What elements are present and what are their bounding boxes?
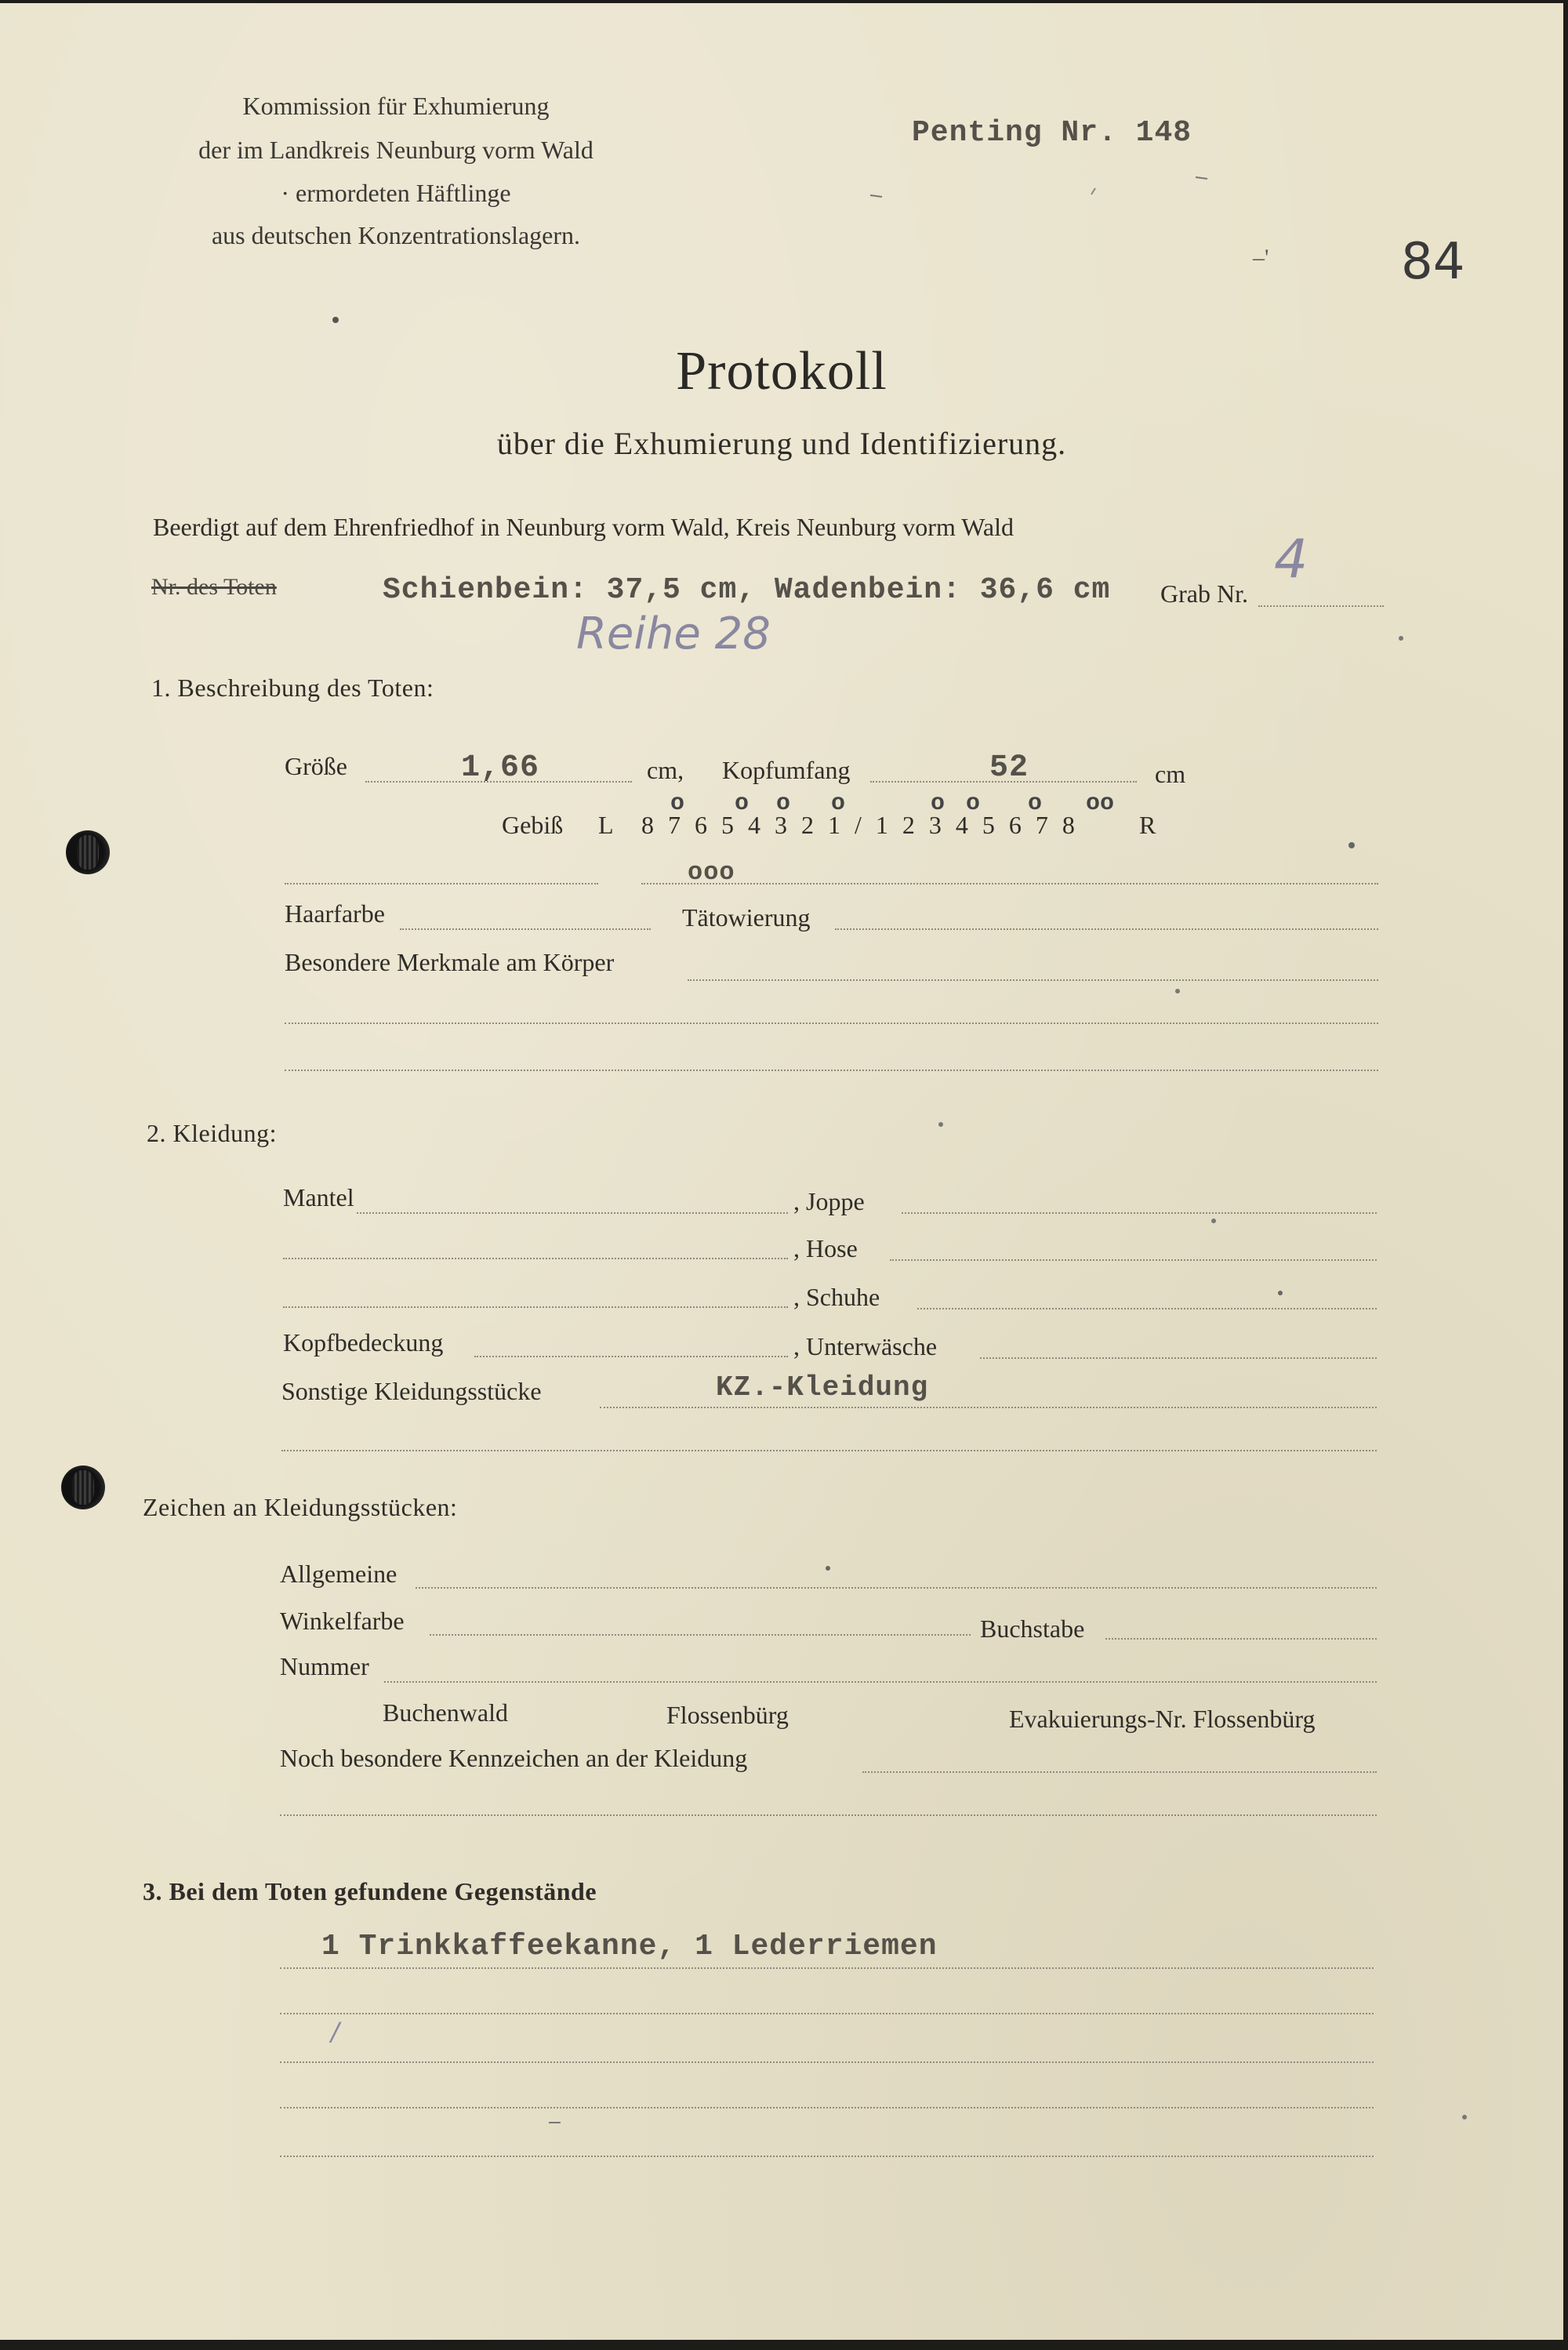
gebiss-marks-below: ooo xyxy=(688,858,735,887)
tooth-mark: o xyxy=(776,790,791,817)
taetowierung-label: Tätowierung xyxy=(682,903,811,932)
unterwaesche-label: , Unterwäsche xyxy=(793,1332,938,1360)
allgemeine-label: Allgemeine xyxy=(280,1560,397,1588)
punch-hole-upper xyxy=(66,830,110,874)
items-dotted-line-4 xyxy=(280,2107,1374,2108)
kennzeichen-dotted-line-2 xyxy=(280,1814,1377,1816)
grab-nr-dotted-line xyxy=(1258,605,1384,607)
struck-label-nr-des-toten: Nr. des Toten xyxy=(151,574,277,600)
document-subtitle: über die Exhumierung und Identifizierung. xyxy=(496,426,1067,461)
kennzeichen-dotted-line xyxy=(862,1771,1377,1773)
gebiss-left-marker: L xyxy=(598,811,614,839)
evakuierung-label: Evakuierungs-Nr. Flossenbürg xyxy=(1009,1705,1316,1733)
merkmale-label: Besondere Merkmale am Körper xyxy=(285,948,615,976)
taetowierung-dotted-line xyxy=(835,928,1378,930)
row-dotted-line xyxy=(641,883,1378,884)
groesse-label: Größe xyxy=(285,752,347,780)
kopfumfang-label: Kopfumfang xyxy=(722,756,851,784)
grab-nr-label: Grab Nr. xyxy=(1160,579,1248,608)
page-number: 84 xyxy=(1401,233,1465,291)
gebiss-right-marker: R xyxy=(1139,811,1156,839)
tooth-mark: o xyxy=(931,790,946,817)
mantel-dotted-line xyxy=(357,1212,788,1214)
items-dotted-line-2 xyxy=(280,2013,1374,2014)
tooth-mark: oo xyxy=(1086,790,1115,817)
merkmale-dotted-line-2 xyxy=(285,1022,1378,1024)
tooth-mark: o xyxy=(1028,790,1043,817)
section2-heading: 2. Kleidung: xyxy=(147,1119,277,1147)
section3-heading: 3. Bei dem Toten gefundene Gegenstände xyxy=(143,1877,597,1905)
kopfumfang-unit: cm xyxy=(1155,760,1186,788)
winkelfarbe-dotted-line xyxy=(430,1634,971,1636)
merkmale-dotted-line xyxy=(688,979,1378,981)
commission-line-3: · ermordeten Häftlinge xyxy=(281,179,511,207)
groesse-unit: cm, xyxy=(647,756,684,784)
joppe-dotted-line xyxy=(902,1212,1377,1214)
hose-label: , Hose xyxy=(793,1234,858,1262)
gebiss-label: Gebiß xyxy=(502,811,564,839)
sonstige-dotted-line-2 xyxy=(281,1450,1377,1451)
buchstabe-dotted-line xyxy=(1105,1638,1377,1640)
zeichen-heading: Zeichen an Kleidungsstücken: xyxy=(143,1493,458,1521)
buchstabe-label: Buchstabe xyxy=(980,1614,1085,1643)
reihe-handwritten: Reihe 28 xyxy=(576,608,771,659)
blank-dotted-line xyxy=(283,1258,788,1259)
tooth-mark: o xyxy=(735,790,750,817)
merkmale-dotted-line-3 xyxy=(285,1070,1378,1071)
sonstige-value: KZ.-Kleidung xyxy=(716,1371,929,1404)
gebiss-teeth-chart: 8 7 6 5 4 3 2 1 / 1 2 3 4 5 6 7 8 xyxy=(641,811,1079,839)
dash-mark: –' xyxy=(1253,245,1269,271)
section1-heading: 1. Beschreibung des Toten: xyxy=(151,674,434,702)
penting-stamp: Penting Nr. 148 xyxy=(912,116,1192,150)
commission-line-1: Kommission für Exhumierung xyxy=(242,92,550,120)
commission-line-4: aus deutschen Konzentrationslagern. xyxy=(211,221,581,249)
schuhe-dotted-line xyxy=(917,1308,1377,1309)
found-items: 1 Trinkkaffeekanne, 1 Lederriemen xyxy=(321,1930,938,1963)
buchenwald-label: Buchenwald xyxy=(383,1698,508,1727)
nummer-dotted-line xyxy=(384,1681,1377,1683)
tooth-mark: o xyxy=(670,790,685,817)
flossenbuerg-label: Flossenbürg xyxy=(666,1701,789,1729)
punch-hole-lower xyxy=(61,1466,105,1509)
grab-nr-handwritten: 4 xyxy=(1274,528,1308,590)
kennzeichen-label: Noch besondere Kennzeichen an der Kleidung xyxy=(280,1744,748,1772)
nummer-label: Nummer xyxy=(280,1652,369,1680)
kopfbedeckung-dotted-line xyxy=(474,1356,788,1357)
groesse-value: 1,66 xyxy=(461,750,540,786)
mantel-label: Mantel xyxy=(283,1183,354,1211)
bone-measurements: Schienbein: 37,5 cm, Wadenbein: 36,6 cm xyxy=(383,573,1111,607)
unterwaesche-dotted-line xyxy=(980,1357,1377,1359)
tooth-mark: o xyxy=(831,790,846,817)
burial-line: Beerdigt auf dem Ehrenfriedhof in Neunburg vorm Wald, Kreis Neunburg vorm Wald xyxy=(153,513,1014,541)
tooth-mark: o xyxy=(966,790,981,817)
hose-dotted-line xyxy=(890,1259,1377,1261)
document-title: Protokoll xyxy=(676,341,887,401)
document-page xyxy=(0,3,1563,2340)
sonstige-dotted-line xyxy=(600,1407,1377,1408)
commission-line-2: der im Landkreis Neunburg vorm Wald xyxy=(198,136,593,164)
schuhe-label: , Schuhe xyxy=(793,1283,880,1311)
winkelfarbe-label: Winkelfarbe xyxy=(280,1607,405,1635)
haarfarbe-dotted-line xyxy=(400,928,651,930)
row-dotted-line xyxy=(285,883,598,884)
pencil-mark: / xyxy=(331,2017,339,2047)
items-dotted-line xyxy=(280,1967,1374,1969)
allgemeine-dotted-line xyxy=(416,1587,1377,1589)
sonstige-label: Sonstige Kleidungsstücke xyxy=(281,1377,542,1405)
items-dotted-line-5 xyxy=(280,2156,1374,2157)
blank-dotted-line xyxy=(283,1306,788,1308)
items-dotted-line-3 xyxy=(280,2061,1374,2063)
kopfbedeckung-label: Kopfbedeckung xyxy=(283,1328,444,1357)
kopfumfang-value: 52 xyxy=(989,750,1029,786)
haarfarbe-label: Haarfarbe xyxy=(285,899,385,928)
joppe-label: , Joppe xyxy=(793,1187,865,1215)
